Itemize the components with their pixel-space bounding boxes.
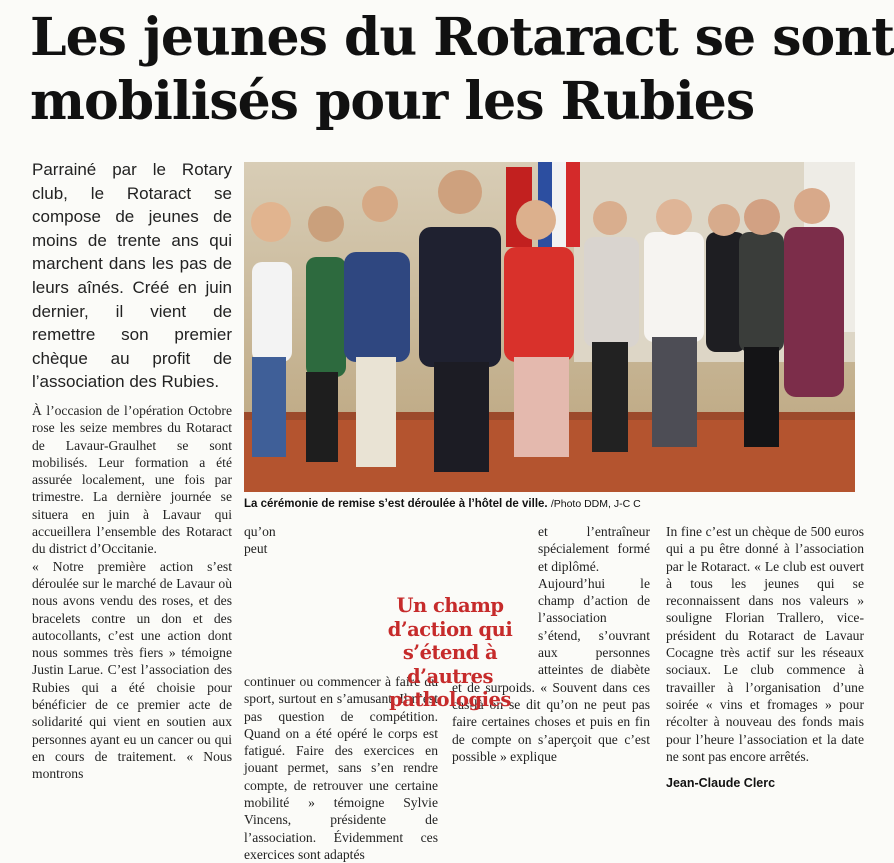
headline-line-1: Les jeunes du Rotaract se sont (30, 7, 894, 68)
headline (30, 6, 894, 134)
column-1 (32, 402, 232, 792)
column-4-paragraph-1: In fine c’est un chèque de 500 euros qui a pu être donné à l’association par le Rotaract. « Le club est ouvert à tous les jeunes qui se reconnaissent dans nos valeurs » souligne Florian Trallero, vice-président du Rotaract de Lavaur Cocagne très actif sur les réseaux sociaux. Le club commence à travailler à l’organisation d’une soirée « vins et fromages » pour récolter à nouveau des fonds mais pour l’heure l’association et la date ne sont pas encore arrêtés. (666, 524, 864, 764)
headline-line-2: mobilisés pour les Rubies (30, 71, 755, 132)
author-byline: Jean-Claude Clerc (666, 776, 776, 790)
photo-credit: /Photo DDM, J-C C (550, 498, 641, 510)
column-3-paragraph-1: et l’entraîneur spécialement formé et diplômé. (538, 524, 650, 574)
photo-caption (244, 496, 864, 512)
ceremony-photo (244, 162, 855, 492)
lede-paragraph: Parrainé par le Rotary club, le Rotaract se compose de jeunes de moins de trente ans qui marchent dans les pas de leurs aînés. Créé en juin dernier, il vient de remettre son premier chèque au profit de l’association des Rubies. (32, 160, 232, 392)
column-4 (666, 523, 864, 773)
ceremony-photo-illustration (244, 162, 855, 492)
column-1-paragraph-1: À l’occasion de l’opération Octobre rose les seize membres du Rotaract de Lavaur-Graulhet se sont mobilisés. Leur formation a été assurée localement, une fois par trimestre. La dernière journée se situera en juin à Lavaur qui accueillera l’ensemble des Rotaract du district d’Occitanie. (32, 403, 232, 557)
column-3-paragraph-2: Aujourd’hui le champ d’action de l’association s’étend, s’ouvrant aux personnes atteintes de diabète et de surpoids. « Souvent dans ces cas-là on se dit qu’on ne peut pas faire certaines choses et puis en fin de compte on s’aperçoit que c’est possible » explique (452, 575, 650, 764)
column-1-paragraph-2: « Notre première action s’est déroulée sur le marché de Lavaur où nous avons vendu des roses, et des bracelets contre un don et des autocollants, c’est une action dont nous sommes très fiers » témoigne Justin Larue. C’est l’association des Rubies qui a été choisie pour bénéficier de ce premier acte de solidarité qui vient en soutien aux personnes ayant eu un cancer ou qui en cours de traitement. « Nous montrons (32, 558, 232, 782)
pull-quote: Un champ d’action qui s’étend à d’autres pathologies (387, 594, 513, 711)
column-2-paragraph-1: qu’on peut continuer ou commencer à faire du sport, surtout en s’amusant. Il n’est pas question de compétition. Quand on a été opéré le corps est fatigué. Faire des exercices en jouant permet, sans s’en rendre compte, de retrouver une certaine mobilité » témoigne Sylvie Vincens, présidente de l’association. Évidemment ces exercices sont adaptés (244, 524, 438, 862)
caption-text: La cérémonie de remise s’est déroulée à l’hôtel de ville. (244, 498, 548, 510)
